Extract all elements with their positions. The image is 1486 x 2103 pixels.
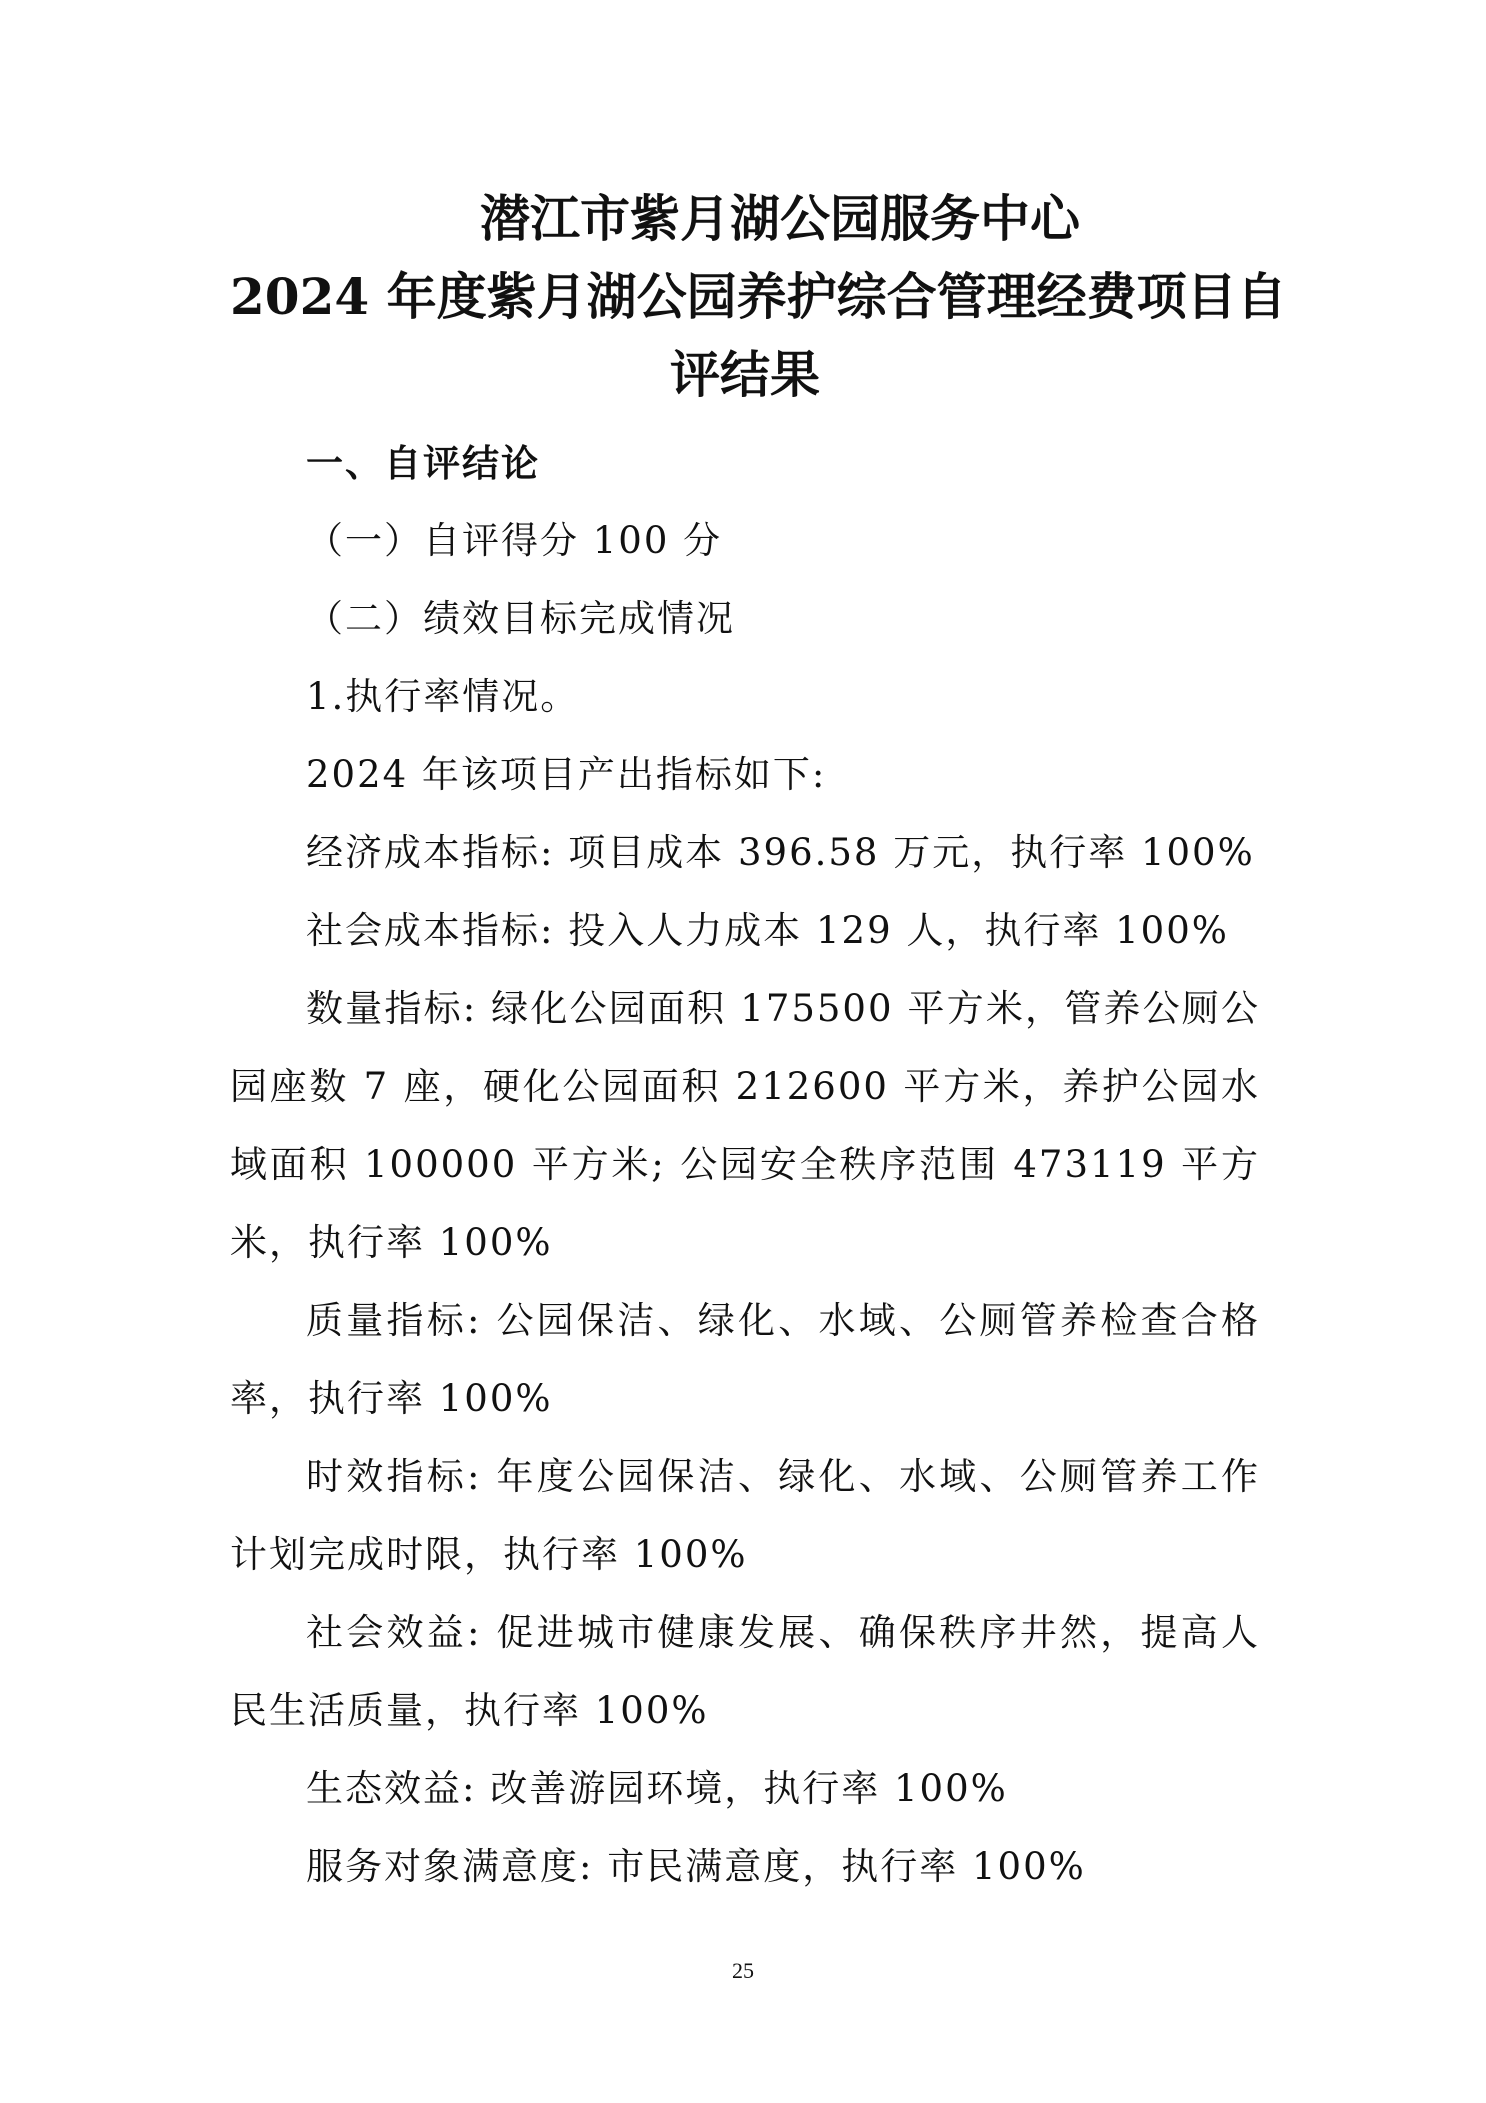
item-execution-rate: 1.执行率情况。 xyxy=(306,675,580,718)
timeliness-indicator: 时效指标: 年度公园保洁、绿化、水域、公厕管养工作计划完成时限，执行率 100% xyxy=(230,1455,1260,1576)
output-indicators-intro: 2024 年该项目产出指标如下: xyxy=(306,753,827,796)
quality-indicator: 质量指标: 公园保洁、绿化、水域、公厕管养检查合格率，执行率 100% xyxy=(230,1299,1260,1420)
quantity-indicator: 数量指标: 绿化公园面积 175500 平方米，管养公厕公园座数 7 座，硬化公园面积 212600 平方米，养护公园水域面积 100000 平方米; 公园安全秩序范围 473119 平方米，执行率 100% xyxy=(230,987,1260,1264)
title-line-3: 评结果 xyxy=(670,345,820,404)
document-body xyxy=(230,424,1260,1906)
section-heading-self-evaluation: 一、自评结论 xyxy=(306,441,540,485)
document-title xyxy=(230,180,1287,414)
ecological-benefit-indicator: 生态效益: 改善游园环境，执行率 100% xyxy=(306,1767,1008,1810)
social-benefit-indicator: 社会效益: 促进城市健康发展、确保秩序井然，提高人民生活质量，执行率 100% xyxy=(230,1611,1260,1732)
page-number: 25 xyxy=(732,1958,754,1983)
subsection-score: （一）自评得分 100 分 xyxy=(306,519,723,562)
title-line-2: 2024 年度紫月湖公园养护综合管理经费项目自 xyxy=(230,267,1287,326)
social-cost-indicator: 社会成本指标: 投入人力成本 129 人，执行率 100% xyxy=(306,909,1229,952)
subsection-performance: （二）绩效目标完成情况 xyxy=(306,597,735,640)
title-line-1: 潜江市紫月湖公园服务中心 xyxy=(480,189,1080,248)
satisfaction-indicator: 服务对象满意度: 市民满意度，执行率 100% xyxy=(306,1845,1086,1888)
economic-cost-indicator: 经济成本指标: 项目成本 396.58 万元，执行率 100% xyxy=(306,831,1255,874)
